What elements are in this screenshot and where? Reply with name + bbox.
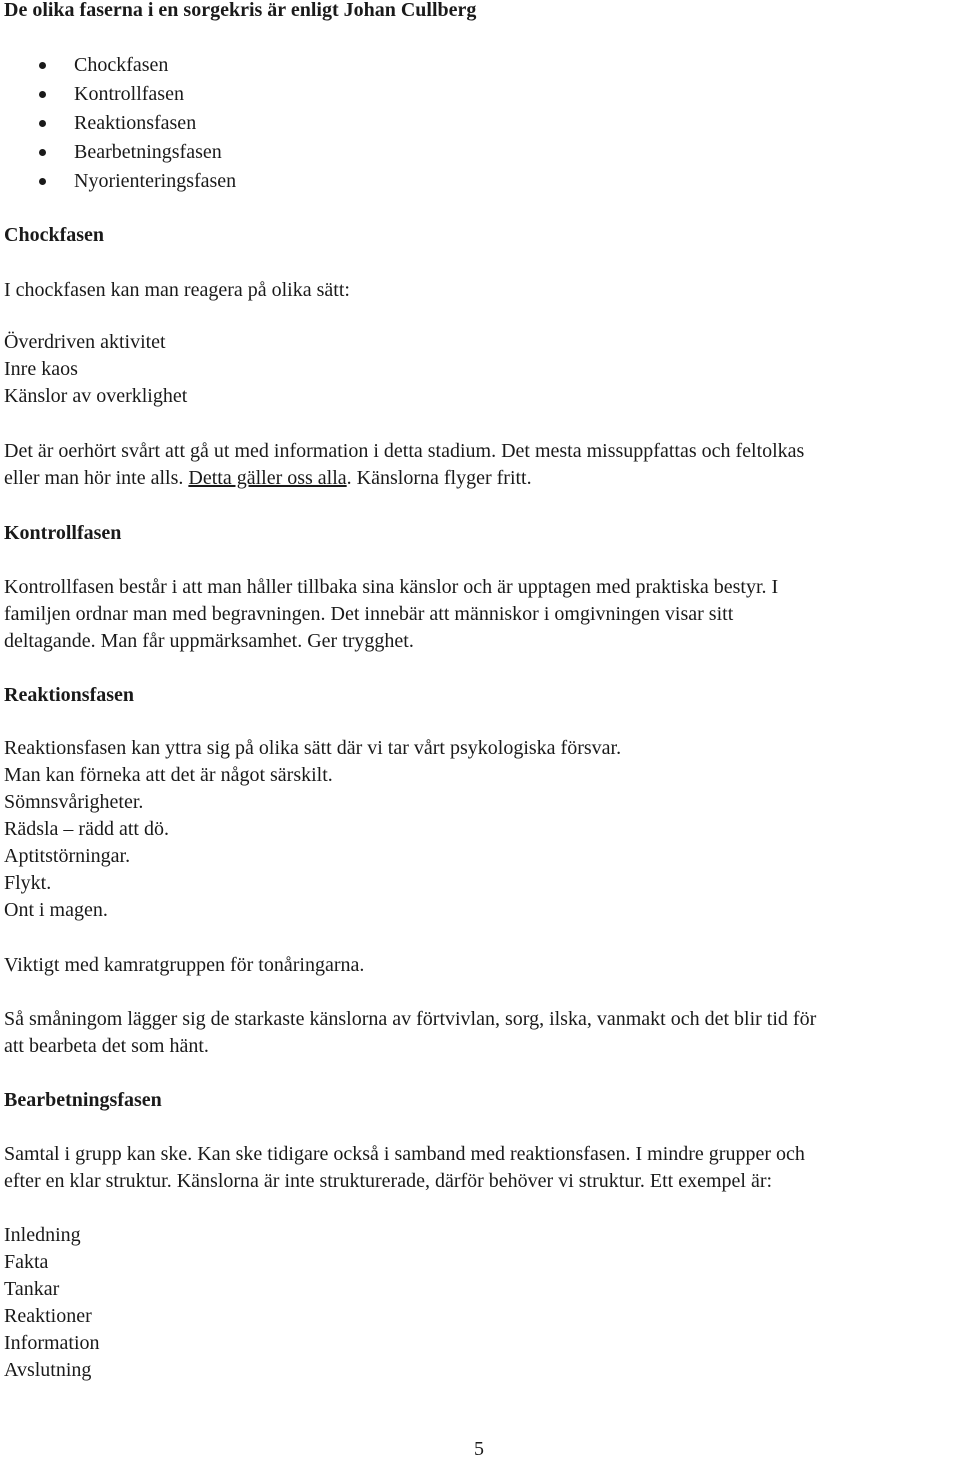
section-heading-kontrollfasen: Kontrollfasen	[4, 522, 122, 544]
bullet-icon	[39, 62, 46, 69]
chock-reaction: Känslor av overklighet	[4, 385, 188, 407]
reaktion-paragraph-line: att bearbeta det som hänt.	[4, 1035, 209, 1057]
bearbetning-step: Inledning	[4, 1224, 81, 1246]
bearbetning-step: Fakta	[4, 1251, 49, 1273]
bearbetning-paragraph-line: Samtal i grupp kan ske. Kan ske tidigare också i samband med reaktionsfasen. I mindre grupper och	[4, 1143, 805, 1165]
reaktion-line: Rädsla – rädd att dö.	[4, 818, 169, 840]
kontroll-paragraph-line: deltagande. Man får uppmärksamhet. Ger trygghet.	[4, 630, 414, 652]
reaktion-line: Man kan förneka att det är något särskilt.	[4, 764, 333, 786]
kontroll-paragraph-line: familjen ordnar man med begravningen. Det innebär att människor i omgivningen visar sitt	[4, 603, 734, 625]
bearbetning-step: Avslutning	[4, 1359, 92, 1381]
reaktion-line: Aptitstörningar.	[4, 845, 131, 867]
bullet-icon	[39, 178, 46, 185]
chock-reaction: Överdriven aktivitet	[4, 331, 166, 353]
bearbetning-step: Tankar	[4, 1278, 60, 1300]
bullet-icon	[39, 91, 46, 98]
bearbetning-step: Reaktioner	[4, 1305, 92, 1327]
bearbetning-paragraph-line: efter en klar struktur. Känslorna är inte strukturerade, därför behöver vi struktur. Ett exempel är:	[4, 1170, 773, 1192]
phase-list	[4, 51, 236, 196]
chock-intro: I chockfasen kan man reagera på olika sätt:	[4, 279, 350, 301]
bullet-icon	[39, 120, 46, 127]
page-number: 5	[474, 1438, 484, 1460]
reaktion-paragraph-line: Så småningom lägger sig de starkaste känslorna av förtvivlan, sorg, ilska, vanmakt och det blir tid för	[4, 1008, 817, 1030]
bearbetning-step: Information	[4, 1332, 100, 1354]
section-heading-reaktionsfasen: Reaktionsfasen	[4, 684, 135, 706]
phase-list-item: Reaktionsfasen	[4, 109, 236, 138]
reaktion-note: Viktigt med kamratgruppen för tonåringarna.	[4, 954, 365, 976]
section-heading-chockfasen: Chockfasen	[4, 224, 105, 246]
phase-list-item: Bearbetningsfasen	[4, 138, 236, 167]
reaktion-line: Reaktionsfasen kan yttra sig på olika sätt där vi tar vårt psykologiska försvar.	[4, 737, 622, 759]
reaktion-line: Sömnsvårigheter.	[4, 791, 144, 813]
document-title: De olika faserna i en sorgekris är enligt Johan Cullberg	[4, 0, 477, 21]
underlined-text: Detta gäller oss alla	[188, 467, 347, 489]
section-heading-bearbetningsfasen: Bearbetningsfasen	[4, 1089, 162, 1111]
phase-list-item: Kontrollfasen	[4, 80, 236, 109]
chock-reaction: Inre kaos	[4, 358, 78, 380]
kontroll-paragraph-line: Kontrollfasen består i att man håller tillbaka sina känslor och är upptagen med praktiska bestyr. I	[4, 576, 779, 598]
reaktion-line: Flykt.	[4, 872, 52, 894]
chock-paragraph-line: eller man hör inte alls. Detta gäller oss alla. Känslorna flyger fritt.	[4, 467, 532, 489]
phase-list-item: Nyorienteringsfasen	[4, 167, 236, 196]
bullet-icon	[39, 149, 46, 156]
reaktion-line: Ont i magen.	[4, 899, 108, 921]
phase-list-item: Chockfasen	[4, 51, 236, 80]
chock-paragraph-line: Det är oerhört svårt att gå ut med information i detta stadium. Det mesta missuppfattas och feltolkas	[4, 440, 805, 462]
